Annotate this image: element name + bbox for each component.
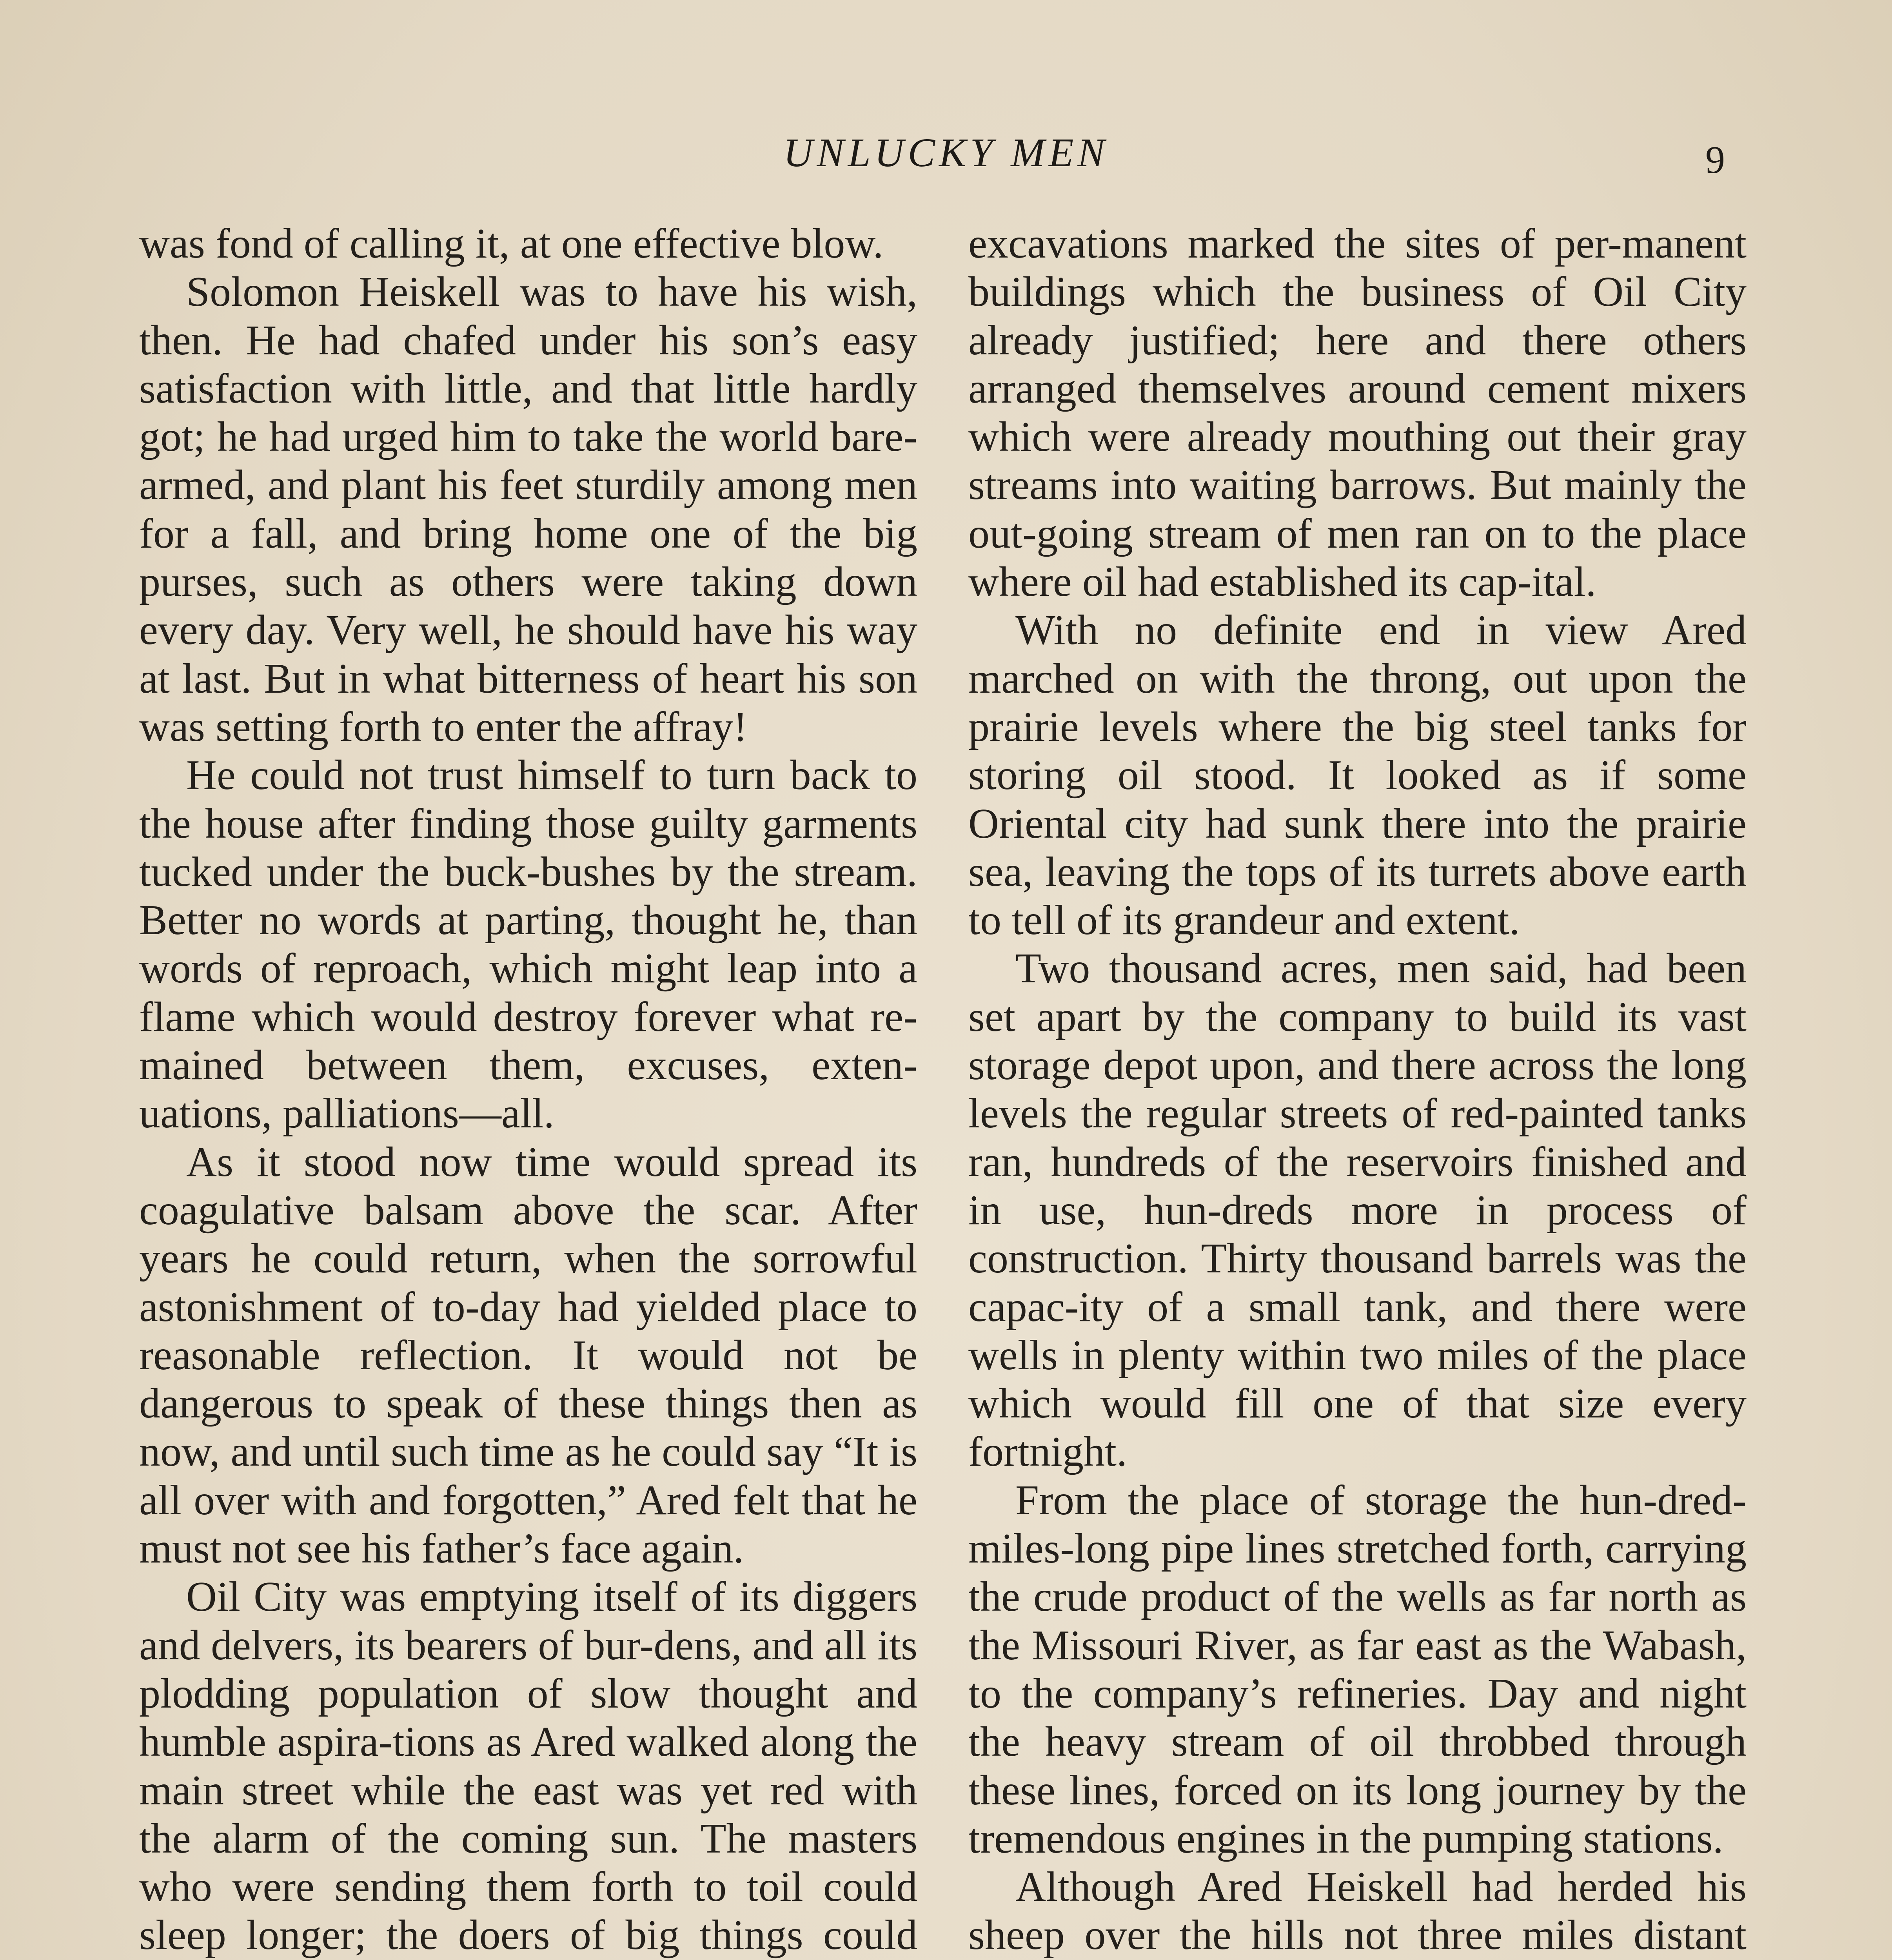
paragraph: He could not trust himself to turn back to the house after finding those guilty garments tucked under the buck-bushes by the stream. Better no words at parting, thought he, than words of reproach, which might leap into a flame which would destroy forever what re-mained between them, excuses, exten-uations, palliations—all.: [139, 752, 917, 1137]
paragraph: Solomon Heiskell was to have his wish, then. He had chafed under his son’s easy satisfaction with little, and that little hardly got; he had urged him to take the world bare-armed, and plant his feet sturdily among men for a fall, and bring home one of the big purses, such as others were taking down every day. Very well, he should have his way at last. But in what bitterness of heart his son was setting forth to enter the affray!: [139, 269, 917, 750]
left-column: [139, 220, 917, 1960]
paragraph: Although Ared Heiskell had herded his sheep over the hills not three miles distant: [968, 1864, 1747, 1959]
paragraph: Oil City was emptying itself of its diggers and delvers, its bearers of bur-dens, and all its plodding population of slow thought and humble aspira-tions as Ared walked along the main street while the east was yet red with the alarm of the coming sun. The masters who were sending them forth to toil could sleep longer; the doers of big things could: [139, 1573, 917, 1959]
running-head-title: UNLUCKY MEN: [783, 130, 1109, 175]
paragraph: excavations marked the sites of per-manent buildings which the business of Oil City already justified; here and there others arranged themselves around cement mixers which were already mouthing out their gray streams into waiting barrows. But mainly the out-going stream of men ran on to the place where oil had established its cap-ital.: [968, 220, 1747, 606]
page-number: 9: [1705, 138, 1725, 181]
paragraph: With no definite end in view Ared marched on with the throng, out upon the prairie levels where the big steel tanks for storing oil stood. It looked as if some Oriental city had sunk there into the prairie sea, leaving the tops of its turrets above earth to tell of its grandeur and extent.: [968, 607, 1747, 944]
paragraph: As it stood now time would spread its coagulative balsam above the scar. After years he could return, when the sorrowful astonishment of to-day had yielded place to reasonable reflection. It would not be dangerous to speak of these things then as now, and until such time as he could say “It is all over with and forgotten,” Ared felt that he must not see his father’s face again.: [139, 1138, 917, 1572]
right-column: [968, 220, 1747, 1960]
paragraph: was fond of calling it, at one effective blow.: [139, 220, 884, 267]
paragraph: From the place of storage the hun-dred-miles-long pipe lines stretched forth, carrying the crude product of the wells as far north as the Missouri River, as far east as the Wabash, to the company’s refineries. Day and night the heavy stream of oil throbbed through these lines, forced on its long journey by the tremendous engines in the pumping stations.: [968, 1477, 1747, 1862]
paragraph: Two thousand acres, men said, had been set apart by the company to build its vast storage depot upon, and there across the long levels the regular streets of red-painted tanks ran, hundreds of the reservoirs finished and in use, hun-dreds more in process of construction. Thirty thousand barrels was the capac-ity of a small tank, and there were wells in plenty within two miles of the place which would fill one of that size every fortnight.: [968, 945, 1747, 1475]
